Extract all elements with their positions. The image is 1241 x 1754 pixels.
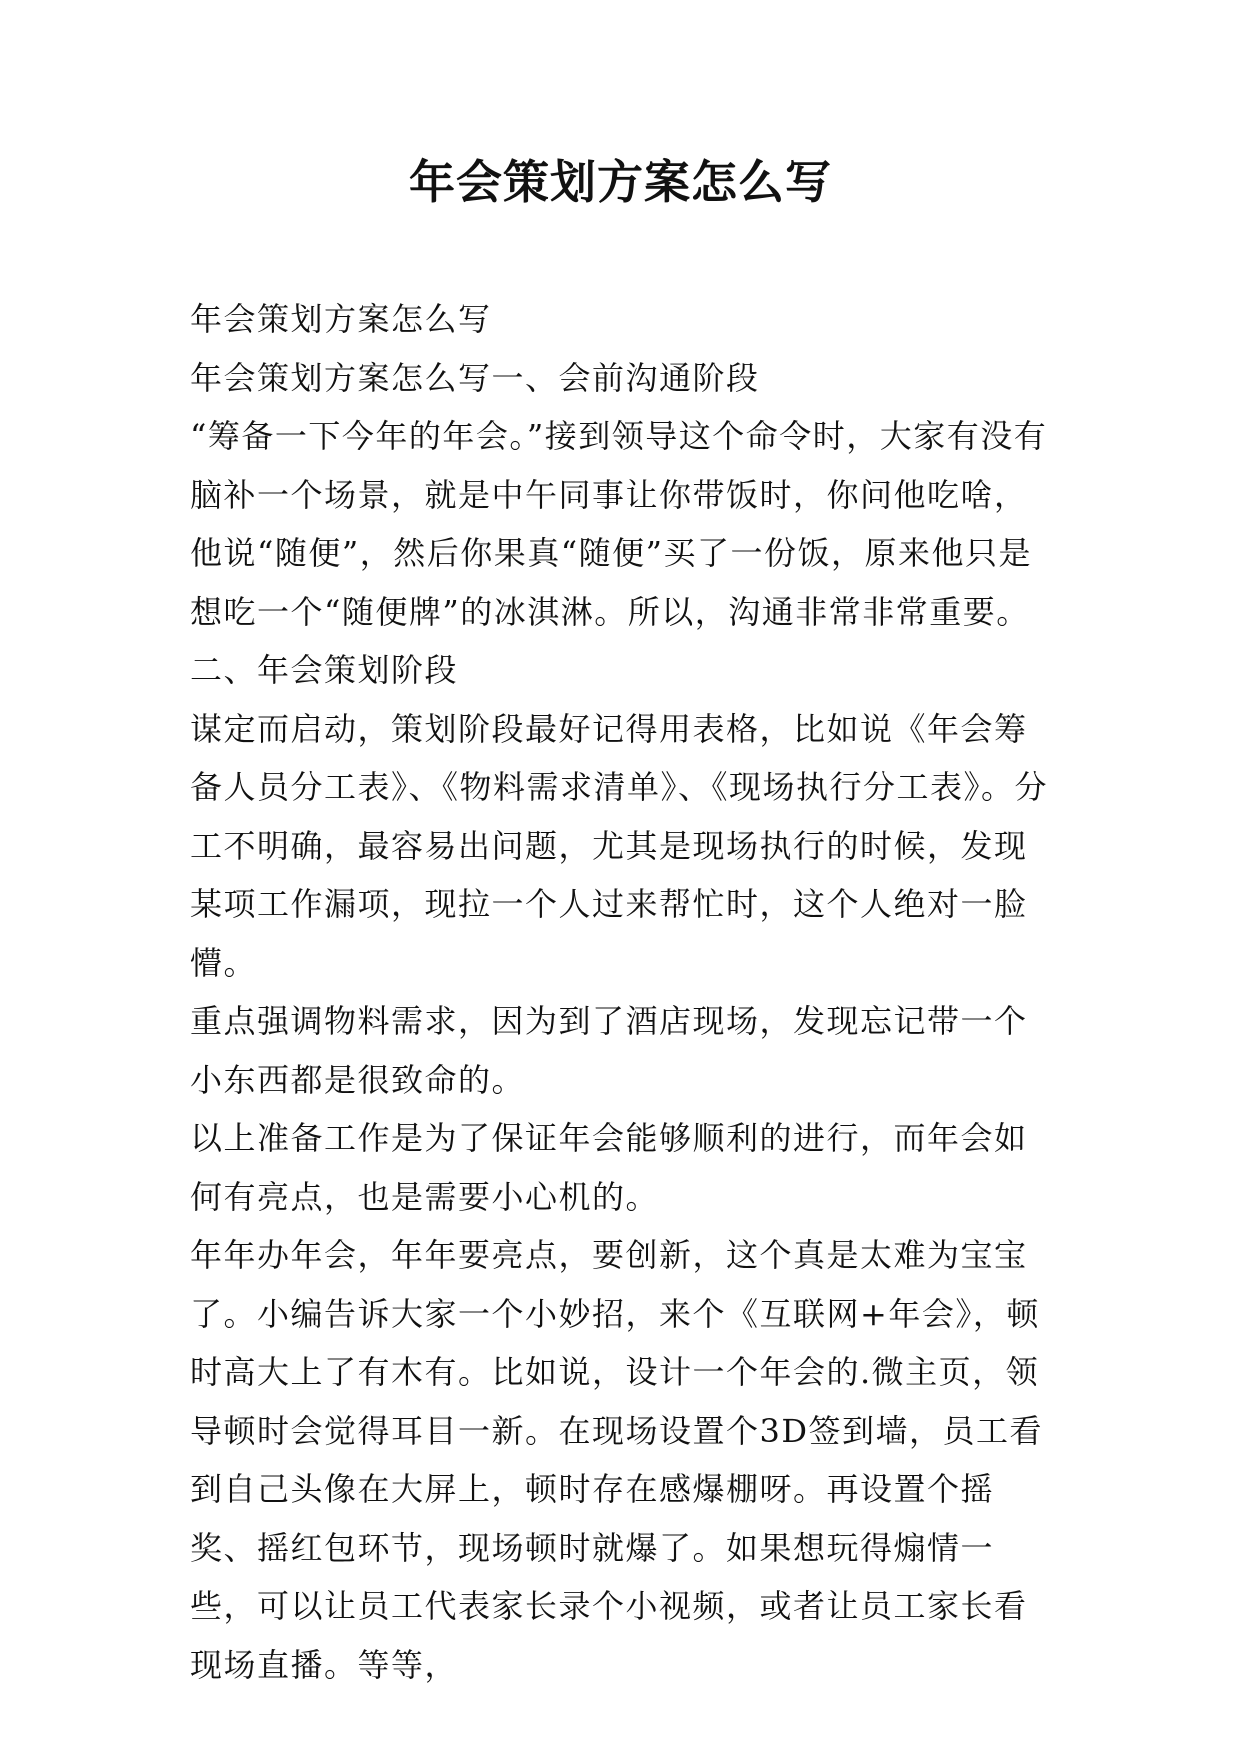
paragraph-materials: 重点强调物料需求，因为到了酒店现场，发现忘记带一个小东西都是很致命的。: [190, 1002, 1028, 1099]
paragraph-highlights: 以上准备工作是为了保证年会能够顺利的进行，而年会如何有亮点，也是需要小心机的。: [190, 1119, 1028, 1216]
paragraph-heading-repeat: 年会策划方案怎么写: [190, 300, 492, 338]
document-title: 年会策划方案怎么写: [409, 155, 832, 209]
paragraph-section-two-heading: 二、年会策划阶段: [190, 651, 459, 689]
paragraph-planning-tables: 谋定而启动，策划阶段最好记得用表格，比如说《年会筹备人员分工表》、《物料需求清单》、《现场执行分工表》。分工不明确，最容易出问题，尤其是现场执行的时候，发现某项工作漏项，现拉一个人过来帮忙时，这个人绝对一脸懵。: [190, 709, 1049, 982]
paragraph-internet-annual-meeting: 年年办年会，年年要亮点，要创新，这个真是太难为宝宝了。小编告诉大家一个小妙招，来个《互联网+年会》，顿时高大上了有木有。比如说，设计一个年会的.微主页，领导顿时会觉得耳目一新。在现场设置个3D签到墙，员工看到自己头像在大屏上，顿时存在感爆棚呀。再设置个摇奖、摇红包环节，现场顿时就爆了。如果想玩得煽情一些，可以让员工代表家长录个小视频，或者让员工家长看现场直播。等等，: [190, 1236, 1044, 1684]
document-body: [190, 290, 1060, 1694]
paragraph-section-one-heading: 年会策划方案怎么写一、会前沟通阶段: [190, 358, 760, 397]
paragraph-communication: “筹备一下今年的年会。”接到领导这个命令时，大家有没有脑补一个场景，就是中午同事让你带饭时，你问他吃啥，他说“随便”，然后你果真“随便”买了一份饭，原来他只是想吃一个“随便牌”的冰淇淋。所以，沟通非常非常重要。: [190, 417, 1048, 631]
